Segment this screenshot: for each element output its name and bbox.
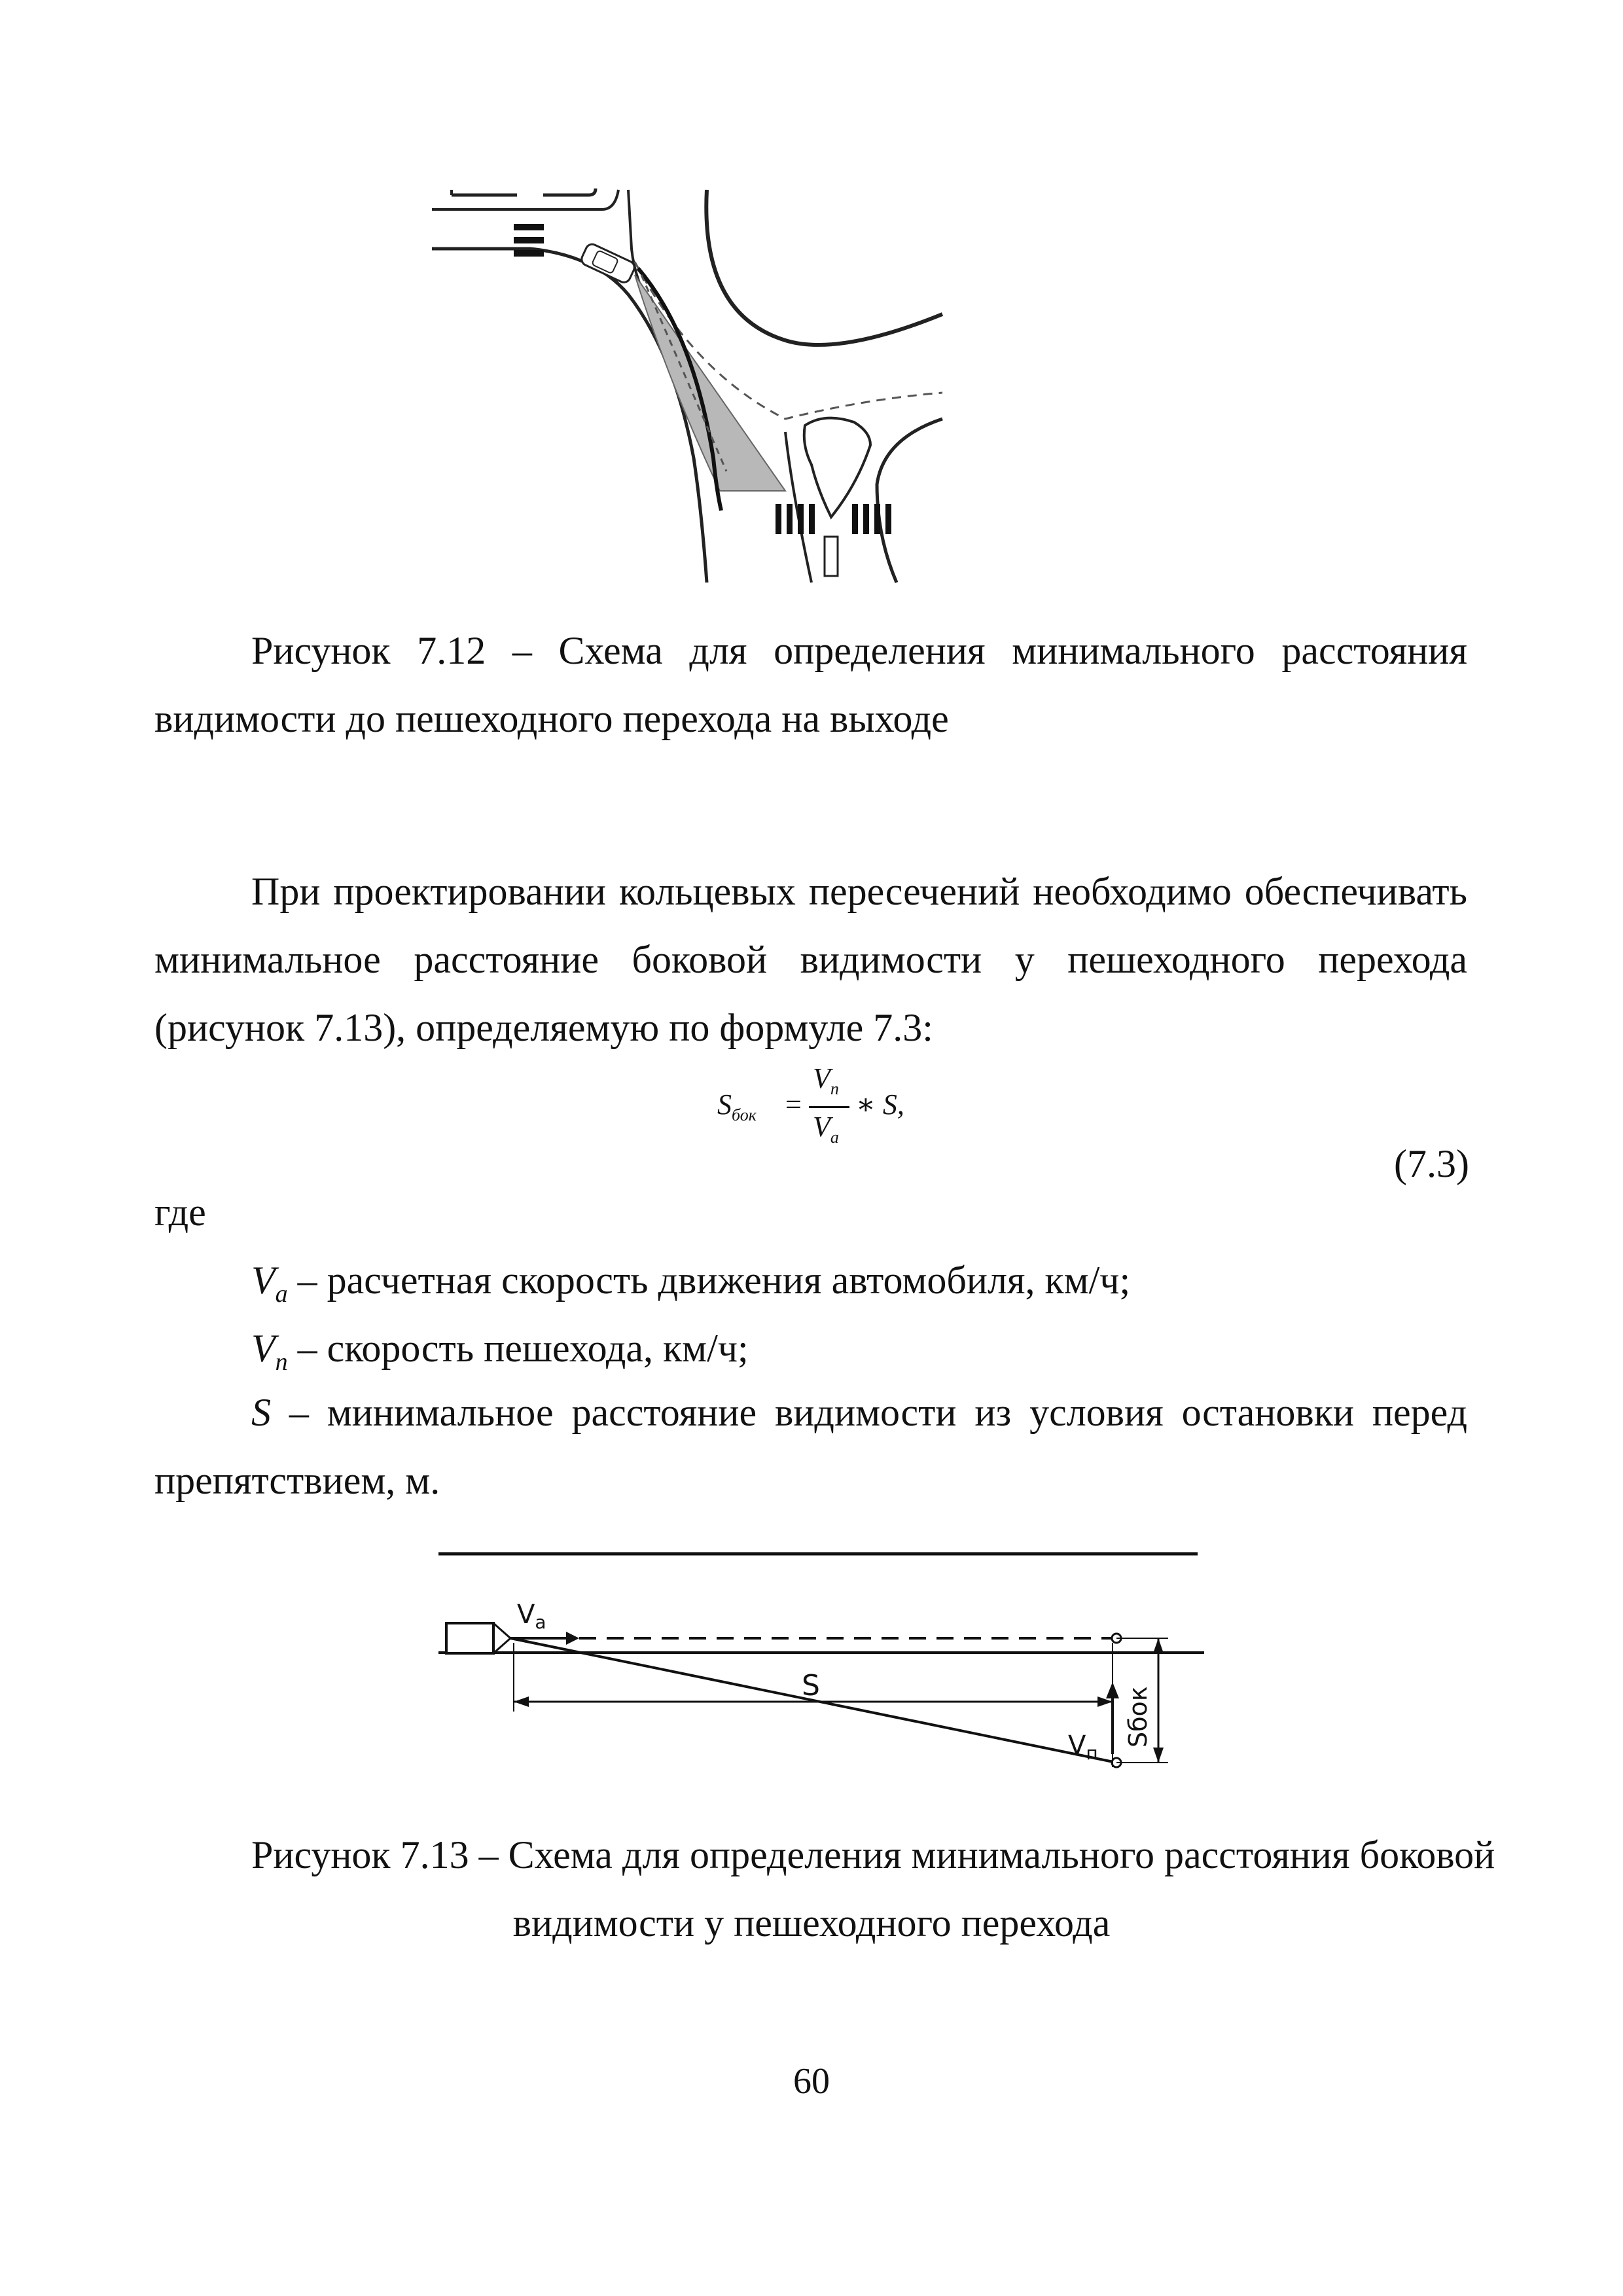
sbok-arrow-top [1153,1638,1164,1653]
formula-denominator: V [813,1111,830,1143]
label-s: S [802,1669,820,1702]
vn-arrowhead [1106,1682,1119,1698]
splitter-island [804,418,870,517]
label-va: $V_a$ [517,1600,546,1633]
va-arrowhead [566,1632,579,1645]
definition-s-symbol: S [251,1391,271,1434]
figure-2-caption-line1: Рисунок 7.13 – Схема для определения минимального расстояния боковой [251,1833,1495,1876]
definition-vn [251,1326,749,1376]
figure-1-caption-line1: Рисунок 7.12 – Схема для определения минимального расстояния [251,629,1467,672]
label-vn: $V_п$ [1068,1731,1098,1764]
road-edge-top-2 [543,188,596,195]
s-arrow-left [514,1696,529,1707]
definition-vn-sub: n [275,1348,288,1376]
figure-1-caption-line2: видимости до пешеходного перехода на выходе [154,697,949,740]
formula-number: (7.3) [1394,1142,1469,1185]
vehicle-front [493,1623,510,1653]
sbok-arrow-bottom [1153,1748,1164,1763]
formula-7-3 [717,1060,914,1165]
figure-2-caption-line2: видимости у пешеходного перехода [512,1901,1111,1945]
visibility-triangle [635,275,785,491]
definition-vn-text: – скорость пешехода, км/ч; [287,1327,749,1370]
crosswalk-bottom-left [776,504,815,534]
splitter-island-lower [825,537,838,576]
page-number: 60 [793,2061,830,2102]
intro-paragraph: При проектировании кольцевых пересечений необходимо обеспечивать минимальное расстояние боковой видимости у пешеходного перехода (рисунок 7.13), определяемую по формуле 7.3: [154,870,1467,1049]
formula-numerator: V [813,1062,830,1094]
formula-lhs-sub: бок [732,1105,757,1124]
where-label: где [154,1191,206,1234]
formula-equals: = [785,1088,802,1121]
label-sbok: Sбок [1124,1686,1152,1748]
road-edge-upper [432,190,618,209]
central-island [706,190,942,345]
definition-va [251,1258,1130,1308]
formula-rhs: ∗ S, [856,1088,904,1121]
crosswalk-bottom-right [852,504,891,534]
definition-s [154,1378,1467,1515]
outer-curb-left [432,249,707,583]
figure-roundabout-exit-diagram [419,183,955,602]
figure-lateral-visibility-diagram [419,1532,1257,1793]
crosswalk-left [514,224,544,257]
formula-lhs: S [717,1088,732,1121]
formula-fraction-bar [809,1106,849,1108]
vehicle-icon [446,1623,493,1653]
definition-va-sub: a [275,1280,288,1308]
formula-denominator-sub: а [830,1127,839,1147]
vehicle-icon [580,242,637,285]
road-edge-right [877,419,942,583]
definition-vn-symbol: V [251,1327,276,1370]
definition-s-text: – минимальное расстояние видимости из условия остановки перед препятствием, м. [154,1391,1467,1502]
formula-numerator-sub: п [830,1079,839,1098]
definition-va-text: – расчетная скорость движения автомобиля, км/ч; [287,1259,1131,1302]
definition-va-symbol: V [251,1259,276,1302]
